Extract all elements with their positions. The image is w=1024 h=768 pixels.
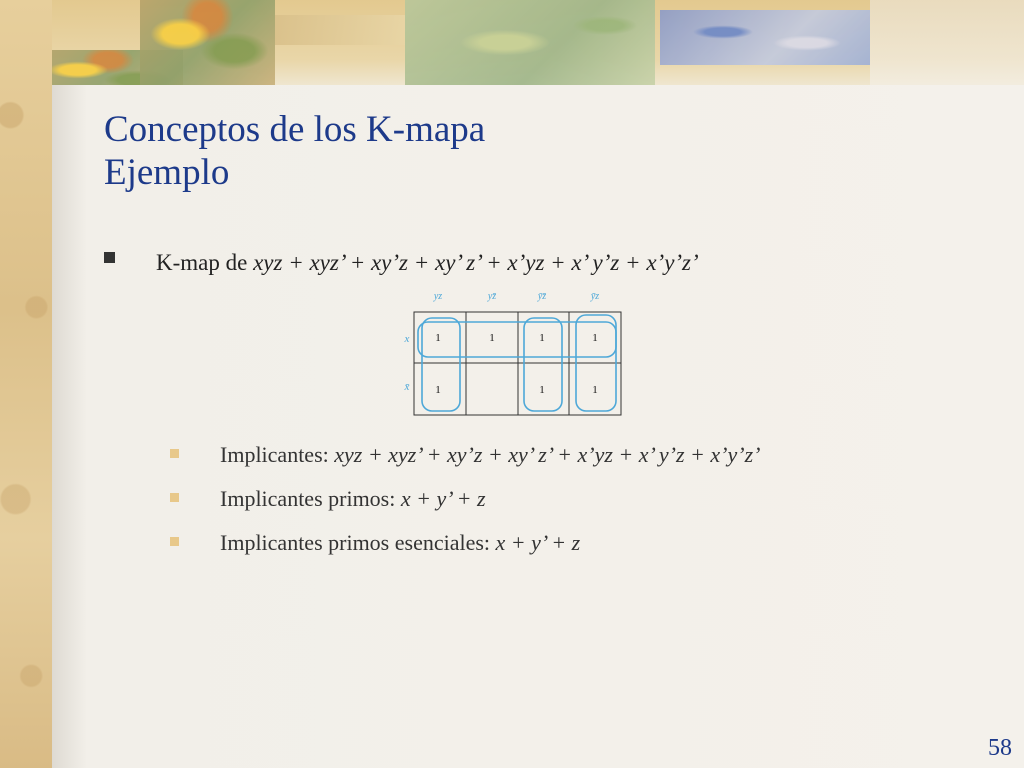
sub-bullet-expression: x + y’ + z — [495, 530, 581, 555]
sub-bullet-expression: xyz + xyz’ + xy’z + xy’ z’ + x’yz + x’ y’z + x’y’z’ — [334, 442, 761, 467]
main-bullet-label: K-map de — [156, 250, 254, 275]
kmap-col-header: yz — [433, 291, 443, 302]
leaf-photo-banner — [870, 0, 1024, 85]
kmap-col-header: yz̄ — [487, 291, 497, 302]
page-number: 58 — [988, 735, 1012, 761]
kmap-cell: 1 — [539, 332, 545, 344]
kmap-col-header: ȳz̄ — [537, 291, 547, 302]
sub-bullet-implicantes-esenciales — [168, 528, 760, 557]
kmap-cell: 1 — [435, 384, 441, 396]
kmap-cell: 1 — [489, 332, 495, 344]
kmap-row-header: x — [404, 333, 410, 345]
kmap-cell: 1 — [592, 332, 598, 344]
bullet-square-icon — [104, 252, 115, 263]
sub-bullet-list — [168, 440, 760, 572]
sub-bullet-implicantes — [168, 440, 760, 469]
sub-bullet-square-icon — [170, 537, 179, 546]
slide-title-line2: Ejemplo — [104, 152, 230, 193]
kmap-group-ycol — [422, 318, 460, 411]
kmap-cell: 1 — [592, 384, 598, 396]
leaf-photo-banner — [140, 0, 275, 85]
sub-bullet-label: Implicantes primos: — [220, 486, 401, 511]
slide-title — [104, 108, 485, 194]
sub-bullet-label: Implicantes: — [220, 442, 335, 467]
sub-bullet-square-icon — [170, 493, 179, 502]
kmap-row-header: x̄ — [404, 381, 410, 393]
sub-bullet-square-icon — [170, 449, 179, 458]
kmap-col-header: ȳz — [590, 291, 600, 302]
kmap-group-xrow — [418, 322, 616, 357]
parchment-strip — [0, 0, 52, 768]
leaf-photo-banner — [405, 0, 655, 85]
leaf-photo-banner — [275, 15, 405, 45]
sub-bullet-implicantes-primos — [168, 484, 760, 513]
sub-bullet-label: Implicantes primos esenciales: — [220, 530, 496, 555]
sub-bullet-expression: x + y’ + z — [400, 486, 486, 511]
kmap-grid — [414, 312, 621, 415]
slide-title-line1: Conceptos de los K-mapa — [104, 109, 486, 150]
main-bullet — [156, 250, 699, 276]
main-bullet-expression: xyz + xyz’ + xy’z + xy’ z’ + x’yz + x’ y’z + x’y’z’ — [253, 250, 699, 275]
karnaugh-map — [396, 285, 626, 420]
kmap-cell: 1 — [539, 384, 545, 396]
leaf-photo-banner — [660, 10, 870, 65]
kmap-cell: 1 — [435, 332, 441, 344]
